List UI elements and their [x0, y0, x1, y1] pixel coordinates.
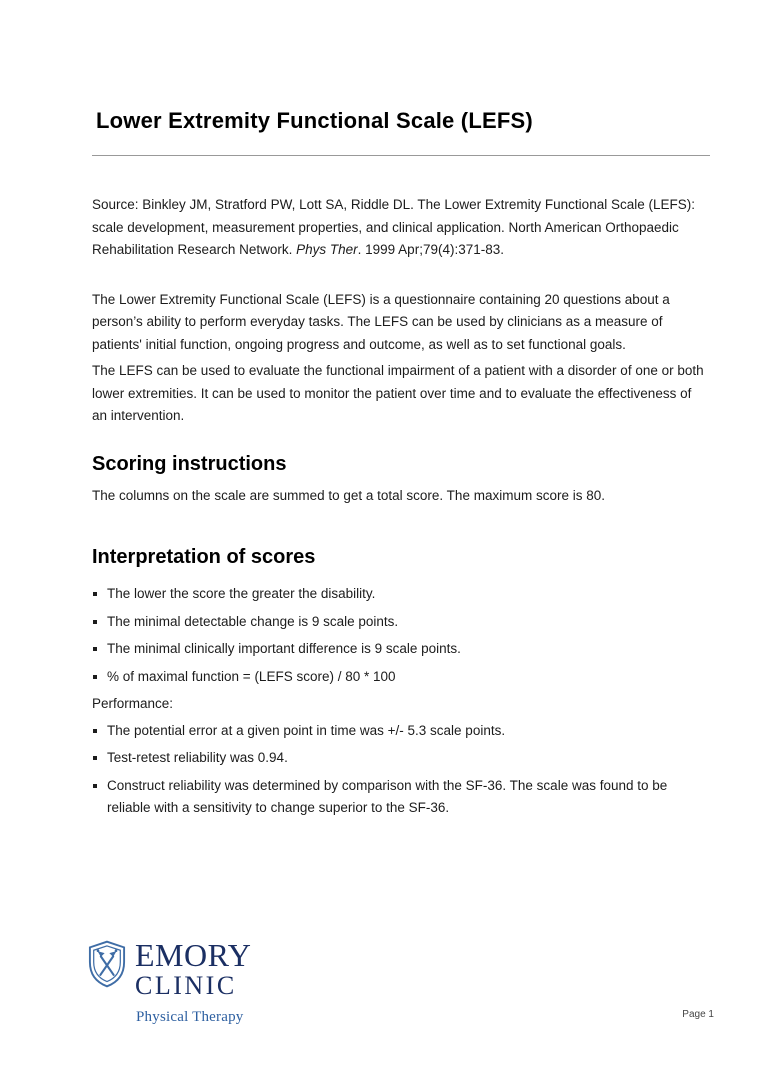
bullet-icon [93, 784, 97, 788]
scoring-instructions-body: The columns on the scale are summed to get a total score. The maximum score is 80. [92, 487, 605, 503]
source-citation-text: Source: Binkley JM, Stratford PW, Lott SA, Riddle DL. The Lower Extremity Functional Scale (LEFS): scale development, measurement properties, and clinical application. North American Orthopaedic Rehabilitation Research Network. [92, 197, 695, 257]
logo-org-name: EMORY [135, 937, 252, 973]
source-citation [92, 194, 710, 262]
logo-wordmark [135, 937, 252, 1025]
title-divider [92, 155, 710, 156]
list-item [92, 666, 710, 689]
list-item [92, 611, 710, 634]
bullet-icon [93, 620, 97, 624]
list-item [92, 583, 710, 606]
page-number: Page 1 [682, 1009, 714, 1020]
emory-clinic-logo [88, 937, 252, 1025]
bullet-text: The minimal detectable change is 9 scale points. [107, 613, 399, 629]
page-title: Lower Extremity Functional Scale (LEFS) [96, 108, 533, 133]
bullet-icon [93, 592, 97, 596]
performance-label: Performance: [92, 696, 174, 711]
bullet-text: The potential error at a given point in time was +/- 5.3 scale points. [107, 722, 506, 738]
logo-department: Physical Therapy [136, 1009, 244, 1025]
source-citation-suffix: . 1999 Apr;79(4):371-83. [357, 242, 504, 257]
interpretation-heading: Interpretation of scores [92, 546, 316, 568]
list-item [92, 775, 710, 820]
list-item [92, 720, 710, 743]
bullet-icon [93, 756, 97, 760]
bullet-icon [93, 675, 97, 679]
document-content [92, 108, 710, 825]
logo-org-name-2: CLINIC [135, 971, 237, 1000]
intro-paragraph-1: The Lower Extremity Functional Scale (LEFS) is a questionnaire containing 20 questions about a person’s ability to perform everyday tasks. The LEFS can be used by clinicians as a measure of patients' initial function, ongoing progress and outcome, as well as to set functional goals. [92, 291, 670, 352]
bullet-text: Test-retest reliability was 0.94. [107, 750, 288, 765]
list-item [92, 638, 710, 661]
emory-shield-icon [88, 940, 126, 988]
bullet-text: Construct reliability was determined by comparison with the SF-36. The scale was found to be reliable with a sensitivity to change superior to the SF-36. [107, 777, 668, 815]
scoring-instructions-heading: Scoring instructions [92, 452, 287, 475]
performance-bullet-list [92, 720, 710, 820]
bullet-icon [93, 647, 97, 651]
interpretation-bullet-list [92, 583, 710, 688]
bullet-text: % of maximal function = (LEFS score) / 80 * 100 [107, 668, 396, 684]
bullet-icon [93, 729, 97, 733]
journal-name: Phys Ther [296, 242, 358, 257]
bullet-text: The lower the score the greater the disability. [107, 586, 376, 601]
intro-paragraph-2: The LEFS can be used to evaluate the functional impairment of a patient with a disorder of one or both lower extremities. It can be used to monitor the patient over time and to evaluate the effectiveness of an intervention. [92, 363, 704, 423]
list-item [92, 747, 710, 770]
bullet-text: The minimal clinically important difference is 9 scale points. [107, 641, 461, 656]
